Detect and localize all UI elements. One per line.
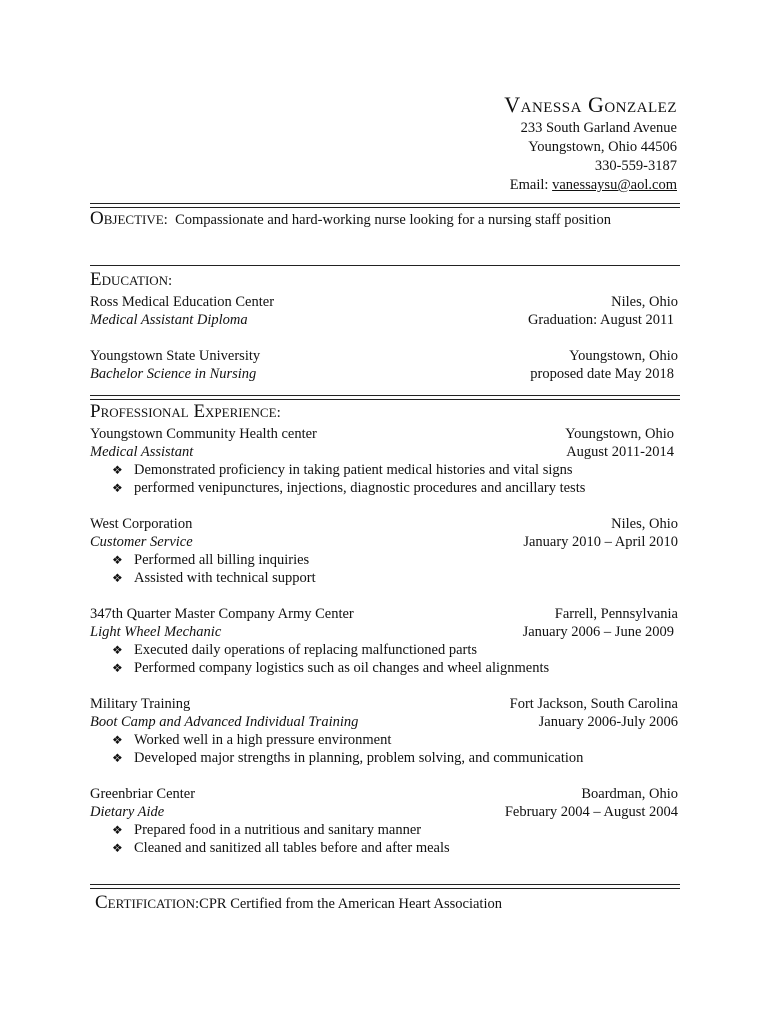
job-entry (90, 785, 678, 857)
objective-colon: : (163, 212, 168, 228)
contact-header (504, 92, 677, 195)
email-link[interactable]: vanessaysu@aol.com (552, 177, 677, 193)
certification-colon: : (195, 896, 200, 912)
degree-date: Graduation: August 2011 (527, 312, 674, 328)
job-dates: February 2004 – August 2004 (504, 804, 678, 820)
education-entry (90, 293, 678, 329)
employer-location: Boardman, Ohio (581, 786, 678, 802)
employer-name: West Corporation (90, 516, 193, 532)
degree-name: Medical Assistant Diploma (90, 312, 248, 328)
job-dates: January 2006 – June 2009 (522, 624, 674, 640)
objective-title: Objective (90, 208, 164, 229)
employer-name: Greenbriar Center (90, 786, 196, 802)
job-title: Boot Camp and Advanced Individual Training (90, 714, 359, 730)
duty-item: ❖ Worked well in a high pressure environment (112, 732, 392, 748)
diamond-bullet-icon: ❖ (112, 751, 123, 765)
job-duties (90, 641, 678, 677)
job-title: Dietary Aide (90, 804, 165, 820)
job-duties (90, 461, 678, 497)
diamond-bullet-icon: ❖ (112, 841, 123, 855)
certification-section (95, 892, 502, 915)
job-duties (90, 821, 678, 857)
certification-text: CPR Certified from the American Heart Association (199, 896, 502, 912)
applicant-name: Vanessa Gonzalez (504, 92, 677, 117)
experience-title: Professional Experience (90, 401, 277, 422)
experience-colon: : (276, 405, 281, 421)
email-line (504, 176, 677, 195)
diamond-bullet-icon: ❖ (112, 733, 123, 747)
school-name: Ross Medical Education Center (90, 294, 275, 310)
job-dates: January 2006-July 2006 (538, 714, 678, 730)
diamond-bullet-icon: ❖ (112, 823, 123, 837)
job-duties (90, 731, 678, 767)
diamond-bullet-icon: ❖ (112, 481, 123, 495)
experience-heading (90, 400, 678, 425)
job-dates: January 2010 – April 2010 (523, 534, 678, 550)
education-entry (90, 347, 678, 383)
duty-item: ❖ Performed all billing inquiries (112, 552, 310, 568)
duty-item: ❖ Assisted with technical support (112, 570, 316, 586)
duty-item: ❖ performed venipunctures, injections, diagnostic procedures and ancillary tests (112, 480, 586, 496)
education-title: Education (90, 269, 169, 290)
employer-name: 347th Quarter Master Company Army Center (90, 606, 354, 622)
education-heading (90, 268, 678, 293)
certification-title: Certification (95, 892, 195, 913)
degree-name: Bachelor Science in Nursing (90, 366, 257, 382)
school-location: Youngstown, Ohio (569, 348, 678, 364)
job-title: Medical Assistant (90, 444, 194, 460)
diamond-bullet-icon: ❖ (112, 643, 123, 657)
education-colon: : (168, 273, 173, 289)
degree-date: proposed date May 2018 (530, 366, 674, 382)
email-label: Email: (509, 177, 553, 193)
duty-item: ❖ Developed major strengths in planning, problem solving, and communication (112, 750, 584, 766)
experience-section (90, 400, 678, 857)
job-title: Customer Service (90, 534, 193, 550)
duty-item: ❖ Prepared food in a nutritious and sanitary manner (112, 822, 422, 838)
diamond-bullet-icon: ❖ (112, 571, 123, 585)
section-divider (90, 884, 680, 889)
employer-location: Youngstown, Ohio (565, 426, 674, 442)
employer-location: Niles, Ohio (611, 516, 678, 532)
employer-location: Fort Jackson, South Carolina (509, 696, 678, 712)
school-location: Niles, Ohio (611, 294, 678, 310)
duty-item: ❖ Performed company logistics such as oil changes and wheel alignments (112, 660, 550, 676)
objective-section (90, 209, 650, 230)
phone-number: 330-559-3187 (594, 158, 677, 174)
employer-location: Farrell, Pennsylvania (554, 606, 678, 622)
duty-item: ❖ Cleaned and sanitized all tables before and after meals (112, 840, 450, 856)
diamond-bullet-icon: ❖ (112, 463, 123, 477)
employer-name: Youngstown Community Health center (90, 426, 317, 442)
job-dates: August 2011-2014 (566, 444, 674, 460)
diamond-bullet-icon: ❖ (112, 661, 123, 675)
job-title: Light Wheel Mechanic (90, 624, 222, 640)
job-entry (90, 695, 678, 767)
school-name: Youngstown State University (90, 348, 261, 364)
address-line-2: Youngstown, Ohio 44506 (528, 139, 677, 155)
section-divider (90, 265, 680, 266)
objective-text: Compassionate and hard-working nurse looking for a nursing staff position (175, 212, 611, 228)
duty-item: ❖ Demonstrated proficiency in taking patient medical histories and vital signs (112, 462, 573, 478)
diamond-bullet-icon: ❖ (112, 553, 123, 567)
job-entry (90, 515, 678, 587)
job-entry (90, 605, 678, 677)
job-duties (90, 551, 678, 587)
education-section (90, 268, 678, 383)
address-line-1: 233 South Garland Avenue (520, 120, 677, 136)
job-entry (90, 425, 678, 497)
employer-name: Military Training (90, 696, 191, 712)
duty-item: ❖ Executed daily operations of replacing malfunctioned parts (112, 642, 478, 658)
section-divider (90, 203, 680, 208)
